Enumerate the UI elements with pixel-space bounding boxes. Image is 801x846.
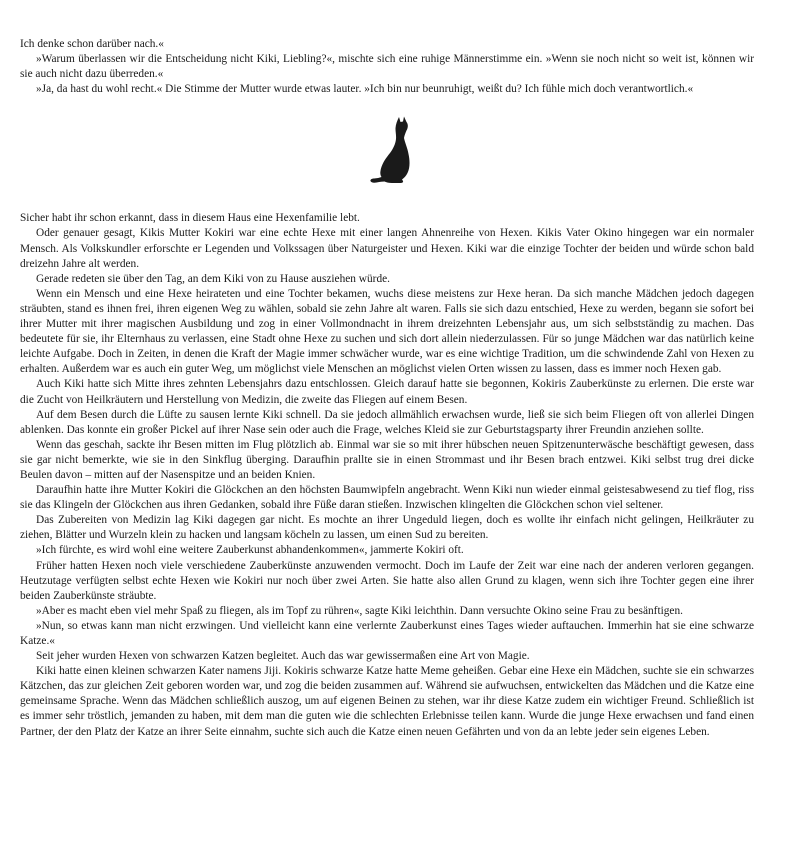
paragraph: »Nun, so etwas kann man nicht erzwingen. Und vielleicht kann eine verlernte Zauberkunst eines Tages wieder auftauchen. Immerhin hat sie eine schwarze Katze.« [20, 619, 754, 647]
paragraph: Das Zubereiten von Medizin lag Kiki dagegen gar nicht. Es mochte an ihrer Ungeduld liegen, doch es wollte ihr einfach nicht gelingen, Heilkräuter zu ziehen, Blätter und Wurzeln klein zu hacken und langsam köcheln zu lassen, um einen Sud zu bereiten. [20, 514, 754, 542]
paragraph: Auf dem Besen durch die Lüfte zu sausen lernte Kiki schnell. Da sie jedoch allmählich erwachsen wurde, ließ sie sich beim Fliegen oft von allerlei Dingen ablenken. Das konnte ein großer Pickel auf ihrer Nase sein oder auch die Frage, welches Kleid sie zur Geburtstagsparty ihrer Freundin anziehen sollte. [20, 408, 754, 436]
paragraph: Kiki hatte einen kleinen schwarzen Kater namens Jiji. Kokiris schwarze Katze hatte Meme geheißen. Gebar eine Hexe ein Mädchen, suchte sie ein schwarzes Kätzchen, das zur gleichen Zeit geboren worden war, und zog die beiden zusammen auf. Während sie aufwuchsen, entwickelten das Mädchen und die Katze eine gemeinsame Sprache. Wenn das Mädchen schließlich auszog, um auf eigenen Beinen zu stehen, war ihr diese Katze zudem ein wichtiger Freund. Schließlich ist es immer sehr tröstlich, jemanden zu haben, mit dem man die guten wie die schlechten Erlebnisse teilen kann. Wurde die junge Hexe erwachsen und fand einen Partner, der den Platz der Katze an ihrer Seite einnahm, suchte sich auch die Katze einen neuen Gefährten und von da an lebte jeder sein eigenes Leben. [20, 665, 754, 738]
paragraph: Wenn das geschah, sackte ihr Besen mitten im Flug plötzlich ab. Einmal war sie so mit ihrer hübschen neuen Spitzenunterwäsche beschäftigt gewesen, dass sie gar nicht bemerkte, wie sie in den Sinkflug überging. Daraufhin prallte sie in einen Strommast und ihr Besen brach entzwei. Kiki selbst trug drei dicke Beulen davon – mitten auf der Nasenspitze und an beiden Knien. [20, 438, 754, 481]
paragraph: Ich denke schon darüber nach.« [20, 38, 164, 50]
paragraph: Seit jeher wurden Hexen von schwarzen Katzen begleitet. Auch das war gewissermaßen eine Art von Magie. [36, 650, 530, 663]
paragraph: »Aber es macht eben viel mehr Spaß zu fliegen, als im Topf zu rühren«, sagte Kiki leichthin. Dann versuchte Okino seine Frau zu besänftigen. [36, 604, 683, 617]
paragraph: Oder genauer gesagt, Kikis Mutter Kokiri war eine echte Hexe mit einer langen Ahnenreihe von Hexen. Kikis Vater Okino hingegen war ein normaler Mensch. Als Volkskundler erforschte er Legenden und Volkssagen über Naturgeister und Hexen. Kiki war die einzige Tochter der beiden und würde schon bald dreizehn Jahre alt werden. [20, 227, 754, 270]
paragraph: Auch Kiki hatte sich Mitte ihres zehnten Lebensjahrs dazu entschlossen. Gleich darauf hatte sie begonnen, Kokiris Zauberkünste zu erlernen. Die erste war die Zucht von Heilkräutern und Herstellung von Medizin, die zweite das Fliegen auf einem Besen. [20, 378, 754, 406]
black-cat-icon [369, 115, 415, 185]
section-narrative [20, 211, 754, 739]
section-dialogue [20, 37, 754, 97]
paragraph: Gerade redeten sie über den Tag, an dem Kiki von zu Hause ausziehen würde. [36, 272, 390, 285]
section-break [20, 97, 754, 211]
paragraph: Daraufhin hatte ihre Mutter Kokiri die Glöckchen an den höchsten Baumwipfeln angebracht. Wenn Kiki nun wieder einmal geistesabwesend zu tief flog, riss sie das Klingeln der Glöckchen aus ihren Gedanken, sobald ihre Füße daran stießen. Inzwischen klingelten die Glöckchen schon viel seltener. [20, 484, 754, 512]
paragraph: Sicher habt ihr schon erkannt, dass in diesem Haus eine Hexenfamilie lebt. [20, 212, 360, 225]
paragraph: Früher hatten Hexen noch viele verschiedene Zauberkünste anzuwenden vermocht. Doch im Laufe der Zeit war eine nach der anderen verloren gegangen. Heutzutage verfügten selbst echte Hexen wie Kokiri nur noch über zwei Arten. Sie hatte also allen Grund zu klagen, wenn sich ihre Tochter gegen eine ihrer beiden Zauberkünste sträubte. [20, 559, 754, 602]
paragraph: »Warum überlassen wir die Entscheidung nicht Kiki, Liebling?«, mischte sich eine ruhige Männerstimme ein. »Wenn sie noch nicht so weit ist, können wir sie auch nicht dazu überreden.« [20, 53, 754, 81]
cat-silhouette [370, 117, 409, 184]
paragraph: »Ich fürchte, es wird wohl eine weitere Zauberkunst abhandenkommen«, jammerte Kokiri oft. [36, 544, 464, 557]
paragraph: Wenn ein Mensch und eine Hexe heirateten und eine Tochter bekamen, wuchs diese meistens zur Hexe heran. Da sich manche Mädchen jedoch dagegen sträubten, stand es ihnen frei, ihren eigenen Weg zu wählen, sobald sie zehn Jahre alt waren. Falls sie sich dazu entschied, Hexe zu werden, begann sie sofort bei ihrer Mutter mit ihrer magischen Ausbildung und zog in einer Vollmondnacht in ihrem dreizehnten Lebensjahr aus, um sich selbstständig zu machen. Das bedeutete für sie, ihr Elternhaus zu verlassen, eine Stadt ohne Hexe zu suchen und sich dort allein niederzulassen. Für so junge Mädchen war das natürlich keine leichte Aufgabe. Doch in Zeiten, in denen die Kraft der Magie immer schwächer wurde, war es eine wichtige Tradition, um die schwindende Zahl von Hexen zu erhalten. Außerdem war es auch ein guter Weg, um möglichst viele Menschen an möglichst vielen Orten wissen zu lassen, dass es immer noch Hexen gab. [20, 287, 754, 376]
paragraph: »Ja, da hast du wohl recht.« Die Stimme der Mutter wurde etwas lauter. »Ich bin nur beunruhigt, weißt du? Ich fühle mich doch verantwortlich.« [36, 83, 694, 96]
book-page [20, 37, 754, 740]
